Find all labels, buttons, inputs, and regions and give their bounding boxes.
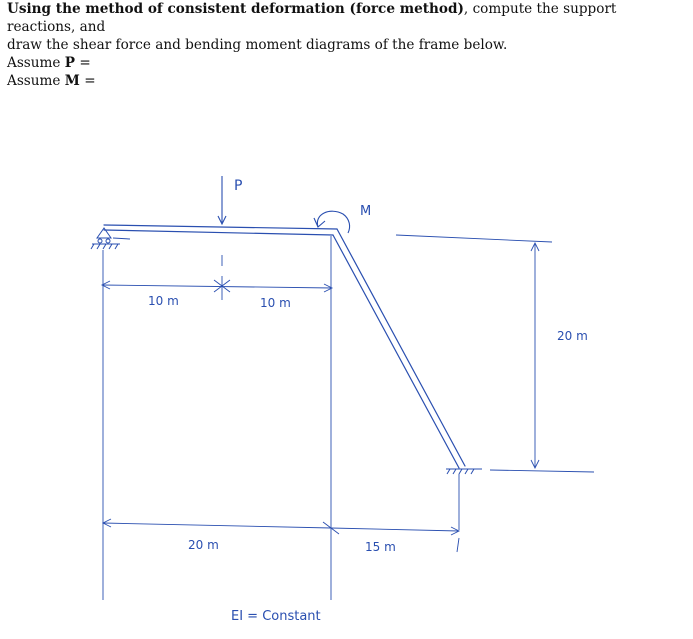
dim-bottom-right: 15 m (365, 540, 396, 554)
assume-p-symbol: P (64, 55, 76, 71)
dim-bottom-left: 20 m (188, 538, 219, 552)
assume-m-equals: = (84, 73, 96, 89)
base-support (446, 469, 482, 474)
dim-mid-span: 10 m (260, 296, 291, 310)
applied-moment-arrow (314, 211, 350, 233)
bottom-dimension-lines (103, 519, 459, 552)
problem-line-2: draw the shear force and bending moment diagrams of the frame below. (7, 37, 508, 53)
method-title: Using the method of consistent deformation (force method) (7, 1, 464, 17)
beam-bottom-line (104, 230, 333, 235)
top-dimension-lines (102, 255, 332, 300)
point-load-arrow (218, 176, 226, 224)
height-dimension-line (531, 243, 539, 468)
assume-p-prefix: Assume (7, 55, 61, 71)
leg-outer-line (337, 229, 465, 466)
roller-support (91, 228, 130, 249)
frame-member-group (104, 225, 465, 468)
beam-top-line (104, 225, 337, 229)
moment-label: M (360, 204, 372, 219)
load-label: P (234, 178, 243, 194)
dim-height: 20 m (557, 329, 588, 343)
dim-left-span: 10 m (148, 294, 179, 308)
leg-inner-line (333, 235, 459, 468)
problem-line-1-rest: , compute the support reactions, and (7, 1, 617, 35)
assume-m-symbol: M (64, 73, 80, 89)
stiffness-note: EI = Constant (231, 609, 321, 624)
extension-lines (103, 235, 594, 600)
assume-m-prefix: Assume (7, 73, 61, 89)
assume-p-equals: = (79, 55, 91, 71)
